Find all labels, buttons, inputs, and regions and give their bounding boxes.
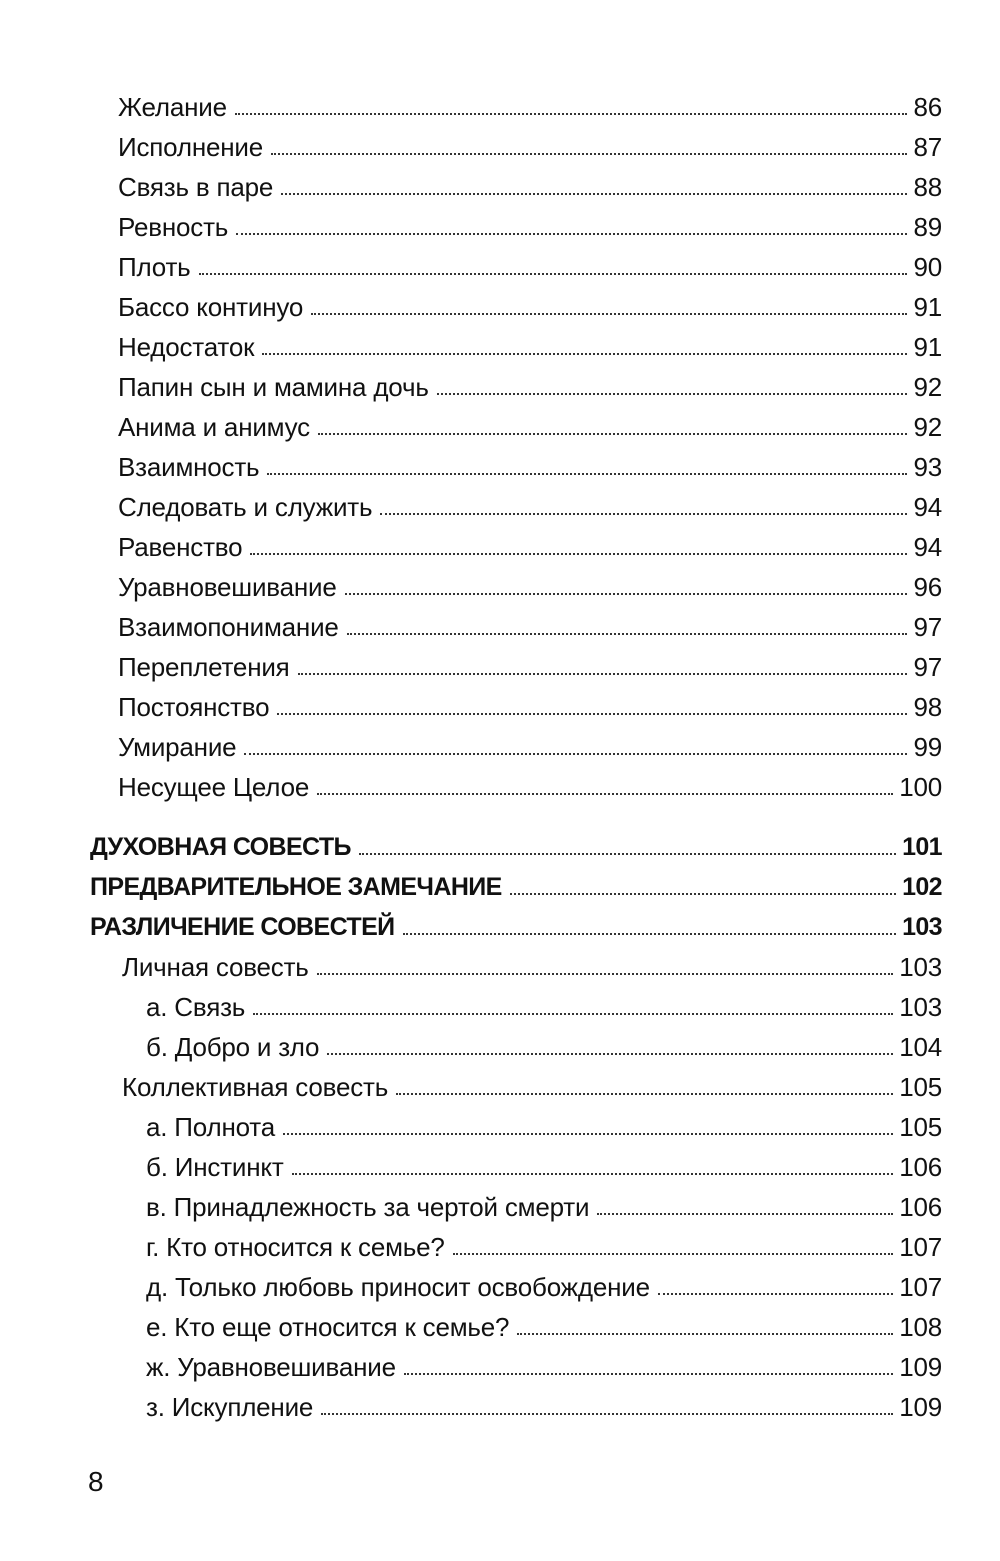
dot-leader [235, 113, 908, 115]
toc-entry-title: Умирание [118, 732, 237, 762]
toc-entry [118, 322, 942, 362]
toc-entry-title: а. Полнота [146, 1112, 275, 1142]
toc-entry-title: Исполнение [118, 132, 263, 162]
toc-entry-page: 103 [899, 992, 942, 1022]
dot-leader [281, 193, 907, 195]
toc-entry-page: 106 [899, 1152, 942, 1182]
toc-entry [146, 1262, 942, 1302]
dot-leader [253, 1013, 893, 1015]
toc-entry-page: 101 [902, 833, 942, 861]
dot-leader [327, 1053, 893, 1055]
dot-leader [317, 793, 893, 795]
dot-leader [267, 473, 907, 475]
toc-entry-page: 103 [902, 913, 942, 941]
toc-entry [146, 1022, 942, 1062]
toc-entry-page: 91 [913, 292, 942, 322]
dot-leader [318, 433, 908, 435]
toc-entry-page: 97 [913, 612, 942, 642]
dot-leader [517, 1333, 893, 1335]
toc-entry [118, 562, 942, 602]
dot-leader [292, 1173, 894, 1175]
toc-entry [118, 442, 942, 482]
toc-entry [122, 1062, 942, 1102]
toc-entry [118, 522, 942, 562]
toc-entry [90, 902, 942, 942]
toc-entry [118, 762, 942, 802]
dot-leader [359, 853, 896, 855]
toc-entry-title: Следовать и служить [118, 492, 373, 522]
toc-entry [146, 1382, 942, 1422]
dot-leader [271, 153, 907, 155]
toc-entry-title: Личная совесть [122, 952, 309, 982]
toc-entry-title: Плоть [118, 252, 191, 282]
toc-entry [146, 1302, 942, 1342]
dot-leader [510, 893, 896, 895]
dot-leader [277, 713, 907, 715]
dot-leader [298, 673, 908, 675]
toc-entry-title: Желание [118, 92, 227, 122]
toc-entry-page: 107 [899, 1232, 942, 1262]
toc-entry-page: 97 [913, 652, 942, 682]
toc-entry-title: ДУХОВНАЯ СОВЕСТЬ [90, 833, 351, 861]
dot-leader [403, 933, 897, 935]
toc-entry-page: 105 [899, 1112, 942, 1142]
toc-entry-page: 103 [899, 952, 942, 982]
toc-entry [90, 862, 942, 902]
toc-entry-page: 92 [913, 372, 942, 402]
toc-entry-page: 90 [913, 252, 942, 282]
toc-entry [146, 1142, 942, 1182]
dot-leader [283, 1133, 893, 1135]
dot-leader [658, 1293, 893, 1295]
dot-leader [199, 273, 908, 275]
dot-leader [317, 973, 894, 975]
toc-entry [118, 362, 942, 402]
toc-entry [146, 1222, 942, 1262]
toc-entry-page: 92 [913, 412, 942, 442]
toc-entry [118, 202, 942, 242]
toc-entry [146, 1342, 942, 1382]
toc-entry-title: з. Искупление [146, 1392, 314, 1422]
toc-entry-title: ПРЕДВАРИТЕЛЬНОЕ ЗАМЕЧАНИЕ [90, 873, 502, 901]
toc-entry [118, 282, 942, 322]
toc-entry-title: РАЗЛИЧЕНИЕ СОВЕСТЕЙ [90, 913, 395, 941]
toc-entry-title: Равенство [118, 532, 243, 562]
toc-entry [118, 122, 942, 162]
toc-entry-title: Бассо континуо [118, 292, 304, 322]
dot-leader [404, 1373, 893, 1375]
toc-entry-page: 109 [899, 1392, 942, 1422]
toc-entry [118, 482, 942, 522]
toc-entry [146, 1102, 942, 1142]
dot-leader [311, 313, 907, 315]
dot-leader [380, 513, 907, 515]
toc-entry-title: д. Только любовь приносит освобождение [146, 1272, 650, 1302]
toc-entry [118, 722, 942, 762]
toc-entry [118, 682, 942, 722]
toc-entry-title: е. Кто еще относится к семье? [146, 1312, 510, 1342]
toc-entry [118, 402, 942, 442]
toc-entry-title: Ревность [118, 212, 229, 242]
toc-entry-title: в. Принадлежность за чертой смерти [146, 1192, 590, 1222]
dot-leader [250, 553, 907, 555]
toc-entry-page: 105 [899, 1072, 942, 1102]
dot-leader [437, 393, 908, 395]
toc-entry [146, 982, 942, 1022]
toc-entry-title: Постоянство [118, 692, 270, 722]
toc-entry [118, 602, 942, 642]
toc-entry-title: Коллективная совесть [122, 1072, 389, 1102]
toc-entry-title: Переплетения [118, 652, 290, 682]
toc-entry [122, 942, 942, 982]
toc-entry-page: 107 [899, 1272, 942, 1302]
toc-entry-title: Несущее Целое [118, 772, 310, 802]
toc-entry-title: Взаимность [118, 452, 260, 482]
toc-entry-title: Связь в паре [118, 172, 274, 202]
toc-entry-title: Уравновешивание [118, 572, 337, 602]
toc-entry-title: г. Кто относится к семье? [146, 1232, 445, 1262]
toc-entry [146, 1182, 942, 1222]
dot-leader [396, 1093, 893, 1095]
toc-entry-title: Анима и анимус [118, 412, 310, 442]
toc-entry-page: 106 [899, 1192, 942, 1222]
toc-entry-title: ж. Уравновешивание [146, 1352, 396, 1382]
dot-leader [453, 1253, 894, 1255]
toc-entry [118, 642, 942, 682]
toc-entry-title: б. Добро и зло [146, 1032, 320, 1062]
toc-entry [118, 242, 942, 282]
dot-leader [597, 1213, 893, 1215]
toc-entry-page: 109 [899, 1352, 942, 1382]
toc-entry-page: 93 [913, 452, 942, 482]
toc-entry-page: 108 [899, 1312, 942, 1342]
toc-entry-title: Недостаток [118, 332, 255, 362]
toc-entry-page: 98 [913, 692, 942, 722]
toc-entry-page: 96 [913, 572, 942, 602]
toc-entry-page: 99 [913, 732, 942, 762]
toc-entry-page: 87 [913, 132, 942, 162]
toc-entry-page: 100 [899, 772, 942, 802]
toc-entry-page: 94 [913, 532, 942, 562]
toc-entry [118, 82, 942, 122]
toc-entry-page: 94 [913, 492, 942, 522]
toc-entry-title: Взаимопонимание [118, 612, 339, 642]
toc-entry-page: 88 [913, 172, 942, 202]
toc-entry-page: 89 [913, 212, 942, 242]
toc-entry-page: 102 [902, 873, 942, 901]
toc-entry [118, 162, 942, 202]
toc-entry-title: а. Связь [146, 992, 246, 1022]
dot-leader [244, 753, 907, 755]
toc-entry-title: б. Инстинкт [146, 1152, 284, 1182]
dot-leader [236, 233, 907, 235]
toc-entry-title: Папин сын и мамина дочь [118, 372, 429, 402]
dot-leader [321, 1413, 893, 1415]
dot-leader [345, 593, 908, 595]
toc-entry-page: 104 [899, 1032, 942, 1062]
toc-entry-page: 91 [913, 332, 942, 362]
dot-leader [347, 633, 908, 635]
toc-entry [90, 822, 942, 862]
dot-leader [262, 353, 907, 355]
page-number: 8 [88, 1466, 104, 1497]
toc-entry-page: 86 [913, 92, 942, 122]
